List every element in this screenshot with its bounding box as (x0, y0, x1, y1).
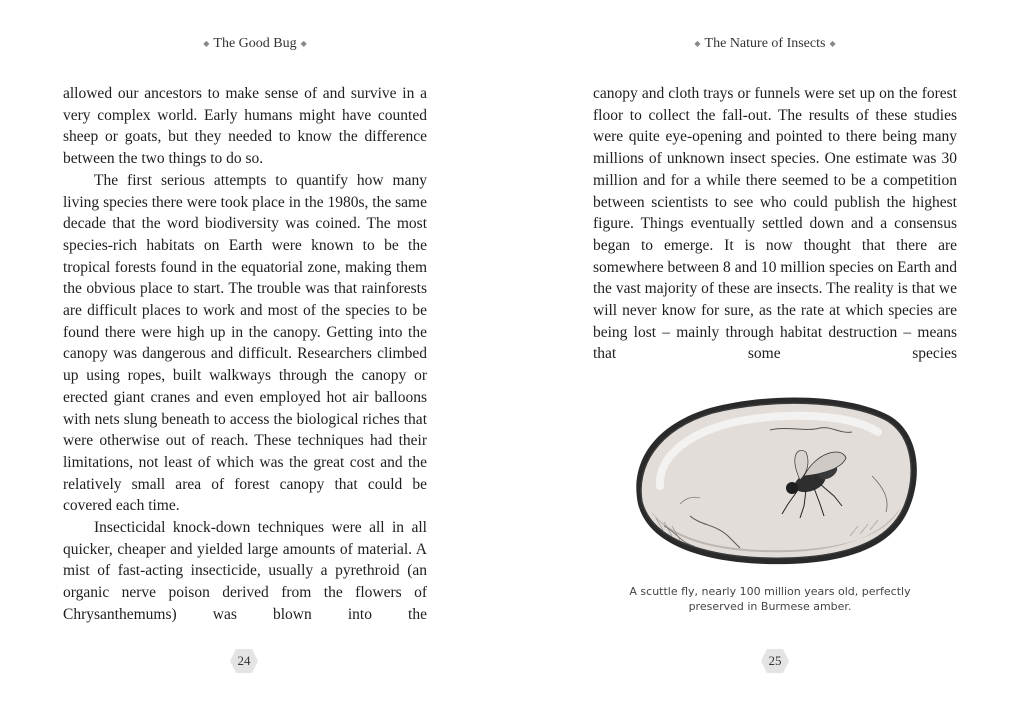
paragraph: canopy and cloth trays or funnels were set up on the forest floor to collect the fall-out. The results of these studies were quite eye-opening and pointed to there being many millions of unknown insect species. One estimate was 30 million and for a while there seemed to be a competition between scientists to see who could publish the highest figure. Things eventually settled down and a consensus began to emerge. It is now thought that there are somewhere between 8 and 10 million species on Earth and the vast majority of these are insects. The reality is that we will never know for sure, as the rate at which species are being lost – mainly through habitat destruction – means that some species (593, 85, 957, 363)
page-number-right-text: 25 (768, 653, 782, 668)
ornament-icon: ◆ (829, 39, 836, 49)
amber-icon (620, 386, 920, 576)
right-body-text (593, 83, 957, 365)
page-number-left-text: 24 (237, 653, 251, 668)
paragraph: Insecticidal knock-down techniques were all in all quicker, cheaper and yielded large amounts of material. A mist of fast-acting insecticide, usually a pyrethroid (an organic nerve poison derived from the flowers of Chrysanthemums) was blown into the (63, 519, 427, 623)
left-body-text (63, 83, 427, 626)
right-page (510, 0, 1020, 704)
paragraph: allowed our ancestors to make sense of and survive in a very complex world. Early humans might have counted sheep or goats, but they needed to know the difference between the two things to do so. (63, 85, 427, 168)
page-number-left (229, 648, 259, 674)
figure-caption: A scuttle fly, nearly 100 million years old, perfectly preserved in Burmese amber. (629, 585, 911, 613)
ornament-icon: ◆ (203, 39, 210, 49)
running-head-right-text: The Nature of Insects (704, 36, 826, 51)
running-head-left (0, 36, 510, 52)
paragraph: The first serious attempts to quantify how many living species there were took place in the 1980s, the same decade that the word biodiversity was coined. The most species-rich habitats on Earth were known to be the tropical forests found in the equatorial zone, making them the obvious place to start. The trouble was that rainforests are difficult places to work and most of the species to be found there were high up in the canopy. Getting into the canopy was dangerous and difficult. Researchers climbed up using ropes, built walkways through the canopy or erected giant cranes and even employed hot air balloons with nets slung beneath to access the biological riches that were otherwise out of reach. These techniques had their limitations, not least of which was the great cost and the relatively small area of forest canopy that could be covered each time. (63, 171, 427, 515)
amber-fly-illustration (620, 386, 920, 576)
running-head-left-text: The Good Bug (213, 36, 297, 51)
running-head-right (510, 36, 1020, 52)
ornament-icon: ◆ (694, 39, 701, 49)
page-number-right (760, 648, 790, 674)
ornament-icon: ◆ (300, 39, 307, 49)
